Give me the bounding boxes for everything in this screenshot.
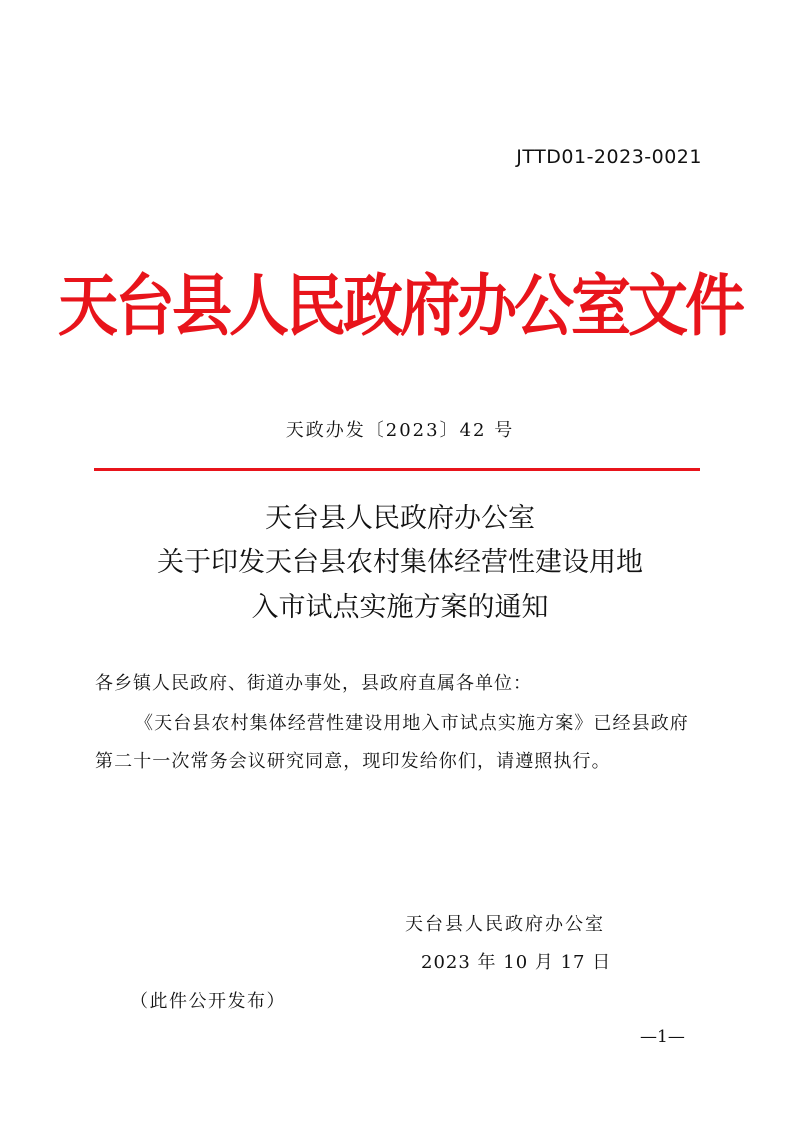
document-code: JTTD01-2023-0021 (516, 146, 702, 168)
red-divider-line (94, 468, 700, 471)
page-number: —1— (640, 1027, 685, 1047)
issuing-authority: 天台县人民政府办公室 (405, 914, 605, 935)
salutation: 各乡镇人民政府、街道办事处，县政府直属各单位： (95, 673, 532, 694)
body-paragraph: 《天台县农村集体经营性建设用地入市试点实施方案》已经县政府第二十一次常务会议研究同意，现印发给你们，请遵照执行。 (95, 713, 689, 772)
issue-number: 天政办发〔2023〕42 号 (285, 420, 515, 441)
masthead-title: 天台县人民政府办公室文件 (58, 267, 742, 346)
document-title-line-2: 关于印发天台县农村集体经营性建设用地 (157, 547, 643, 578)
document-title-line-1: 天台县人民政府办公室 (265, 503, 535, 534)
issue-date: 2023 年 10 月 17 日 (421, 952, 612, 973)
disclosure-note: （此件公开发布） (130, 991, 286, 1012)
document-title-line-3: 入市试点实施方案的通知 (251, 592, 549, 623)
